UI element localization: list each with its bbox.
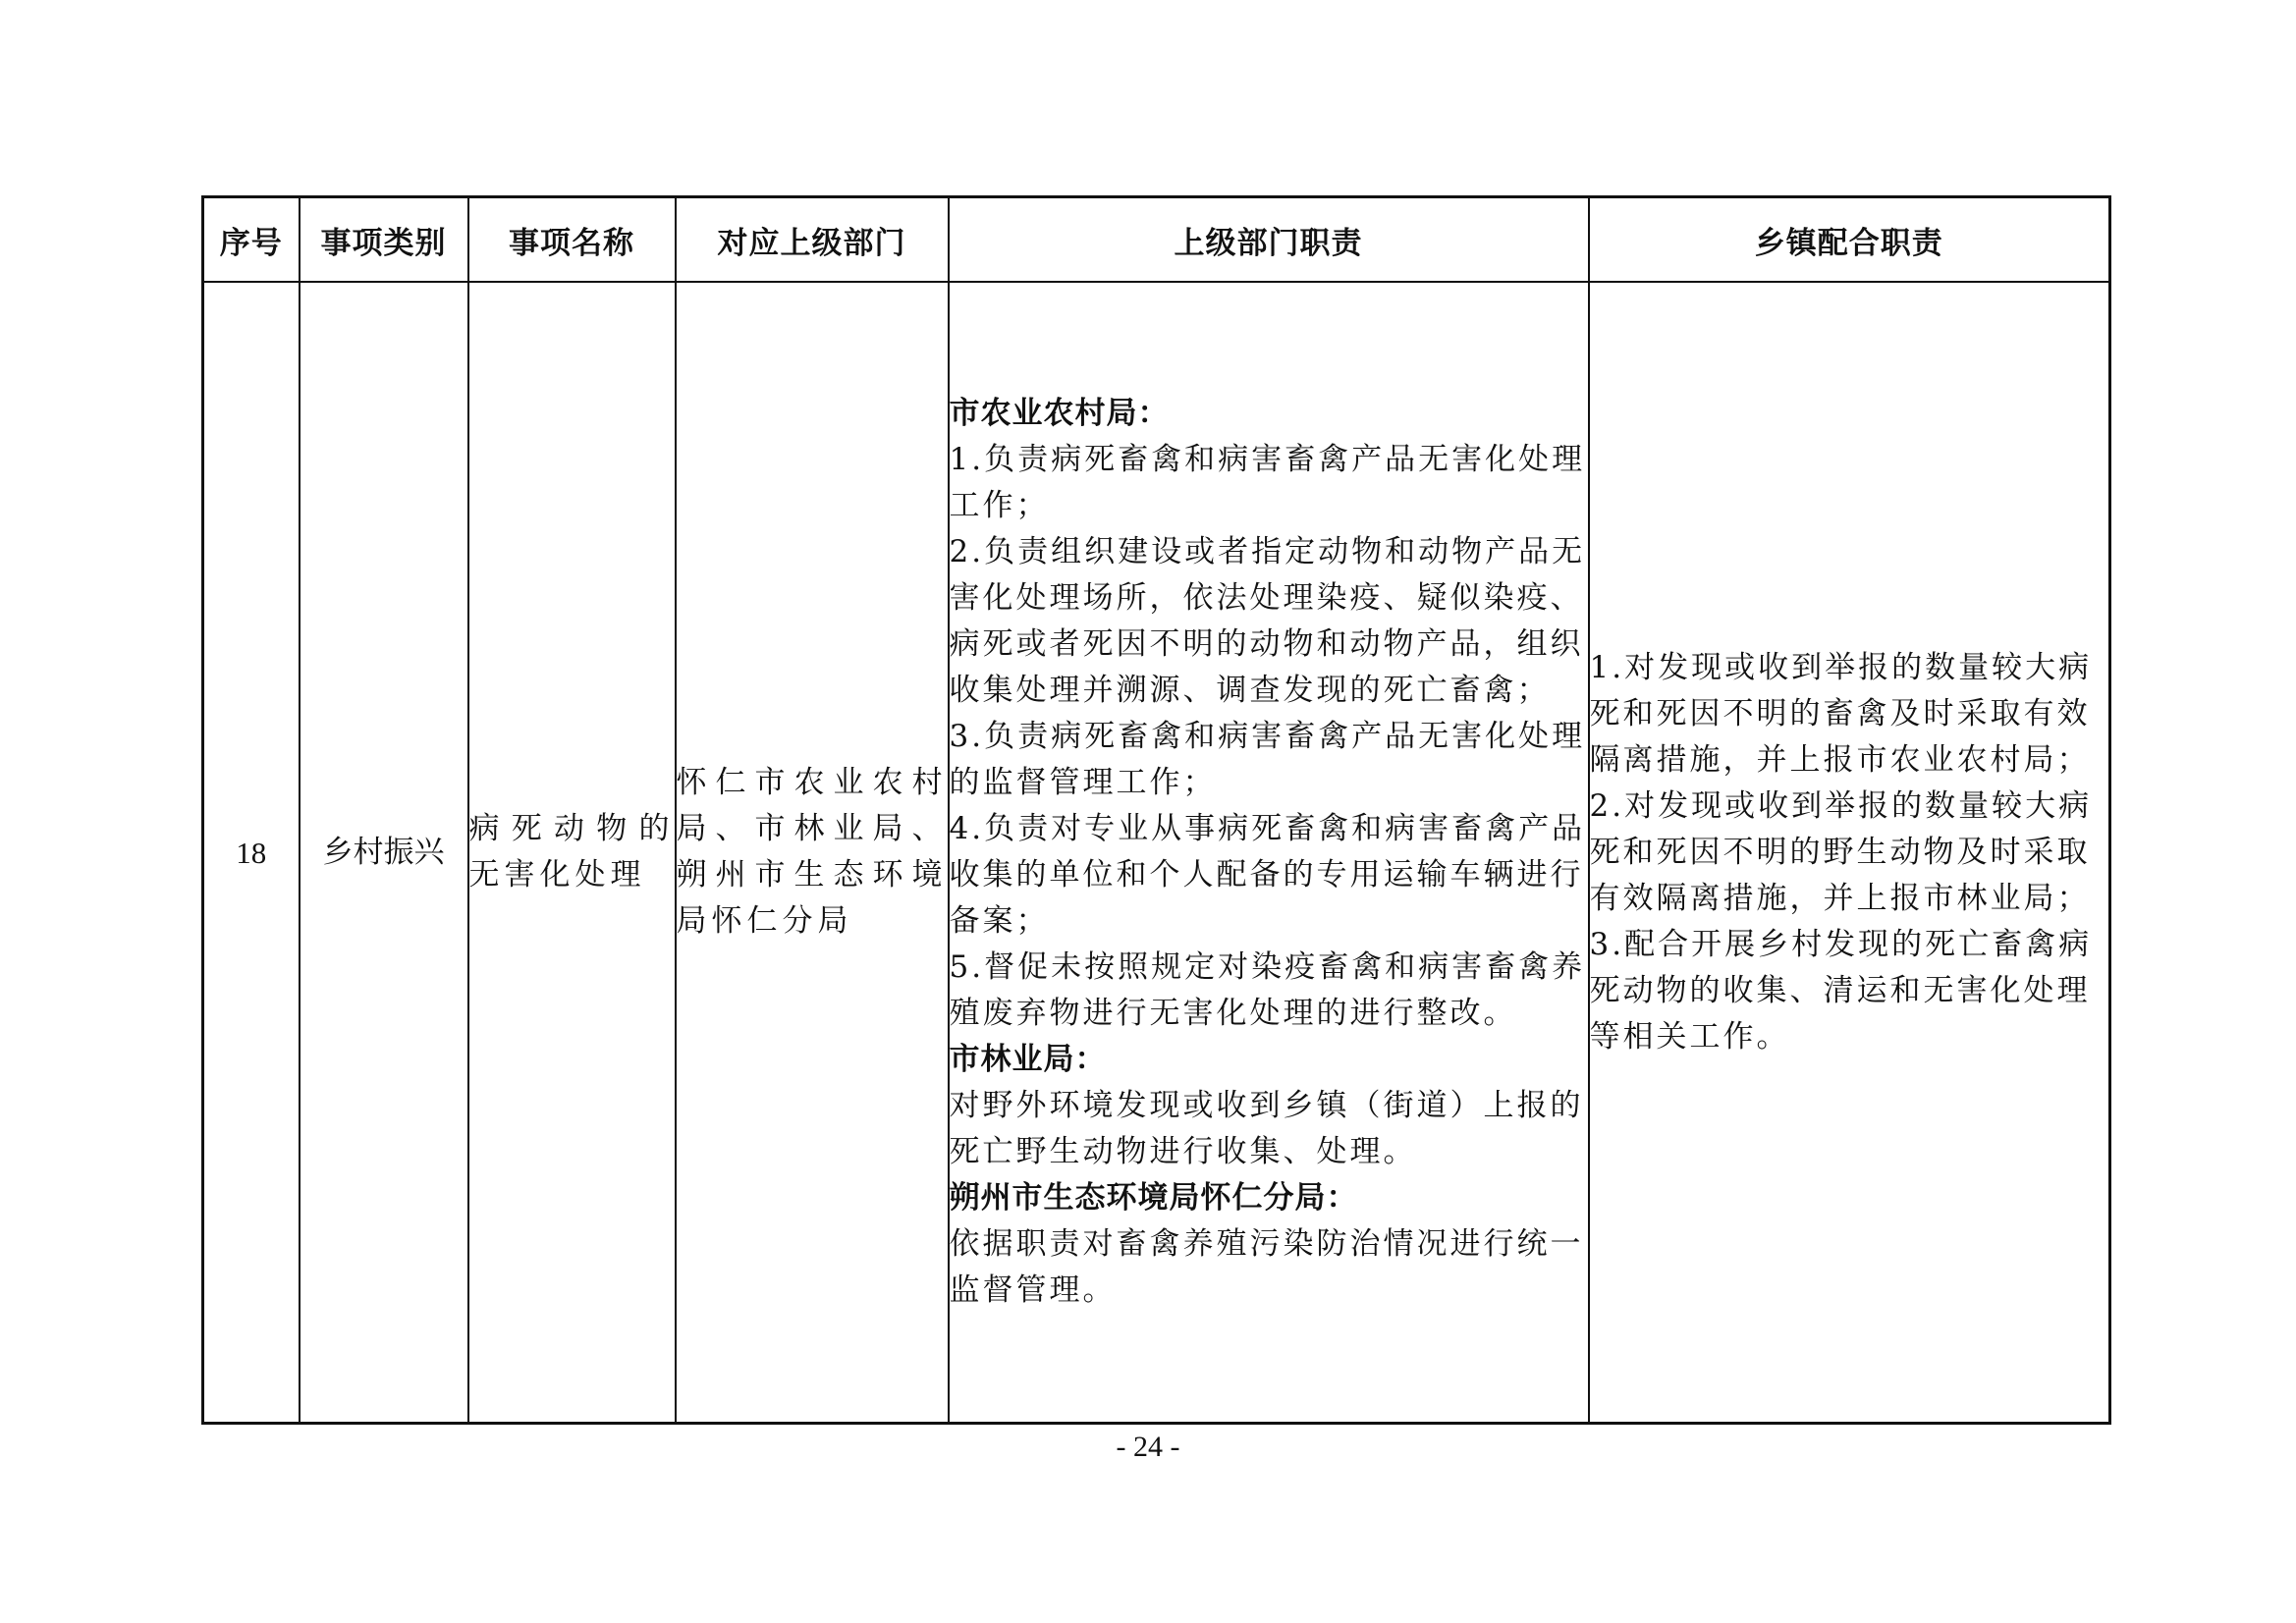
header-departments: 对应上级部门: [676, 197, 949, 283]
table-row: [203, 282, 2110, 1424]
header-town-duties: 乡镇配合职责: [1589, 197, 2110, 283]
duty-table: [201, 195, 2111, 1425]
duty-item: 对野外环境发现或收到乡镇（街道）上报的死亡野生动物进行收集、处理。: [949, 1088, 1584, 1169]
town-duty-item: 3.配合开展乡村发现的死亡畜禽病死动物的收集、清运和无害化处理等相关工作。: [1589, 926, 2093, 1055]
duty-item: 3.负责病死畜禽和病害畜禽产品无害化处理的监督管理工作；: [949, 719, 1586, 800]
town-duty-item: 1.对发现或收到举报的数量较大病死和死因不明的畜禽及时采取有效隔离措施，并上报市农业农村局；: [1589, 649, 2093, 778]
cell-town-duties: [1589, 282, 2110, 1424]
header-category: 事项类别: [300, 197, 468, 283]
cell-category: 乡村振兴: [300, 282, 468, 1424]
duty-item: 2.负责组织建设或者指定动物和动物产品无害化处理场所，依法处理染疫、疑似染疫、病死或者死因不明的动物和动物产品，组织收集处理并溯源、调查发现的死亡畜禽；: [949, 534, 1586, 708]
cell-departments: 怀仁市农业农村局、市林业局、朔州市生态环境局怀仁分局: [676, 282, 949, 1424]
cell-item-name: 病死动物的无害化处理: [468, 282, 676, 1424]
header-item-name: 事项名称: [468, 197, 676, 283]
cell-upper-duties: [949, 282, 1589, 1424]
town-duty-item: 2.对发现或收到举报的数量较大病死和死因不明的野生动物及时采取有效隔离措施，并上报市林业局；: [1589, 787, 2093, 916]
page-number: - 24 -: [1116, 1431, 1180, 1463]
header-upper-duties: 上级部门职责: [949, 197, 1589, 283]
duty-item: 1.负责病死畜禽和病害畜禽产品无害化处理工作；: [949, 442, 1586, 523]
dept-title-agriculture: 市农业农村局：: [949, 396, 1170, 431]
duty-item: 依据职责对畜禽养殖污染防治情况进行统一监督管理。: [949, 1226, 1584, 1308]
cell-number: 18: [203, 282, 300, 1424]
header-row: [203, 197, 2110, 283]
duty-item: 5.督促未按照规定对染疫畜禽和病害畜禽养殖废弃物进行无害化处理的进行整改。: [949, 949, 1586, 1031]
duty-item: 4.负责对专业从事病死畜禽和病害畜禽产品收集的单位和个人配备的专用运输车辆进行备案；: [949, 811, 1586, 939]
dept-title-environment: 朔州市生态环境局怀仁分局：: [949, 1180, 1358, 1216]
header-number: 序号: [203, 197, 300, 283]
dept-title-forestry: 市林业局：: [949, 1042, 1107, 1077]
